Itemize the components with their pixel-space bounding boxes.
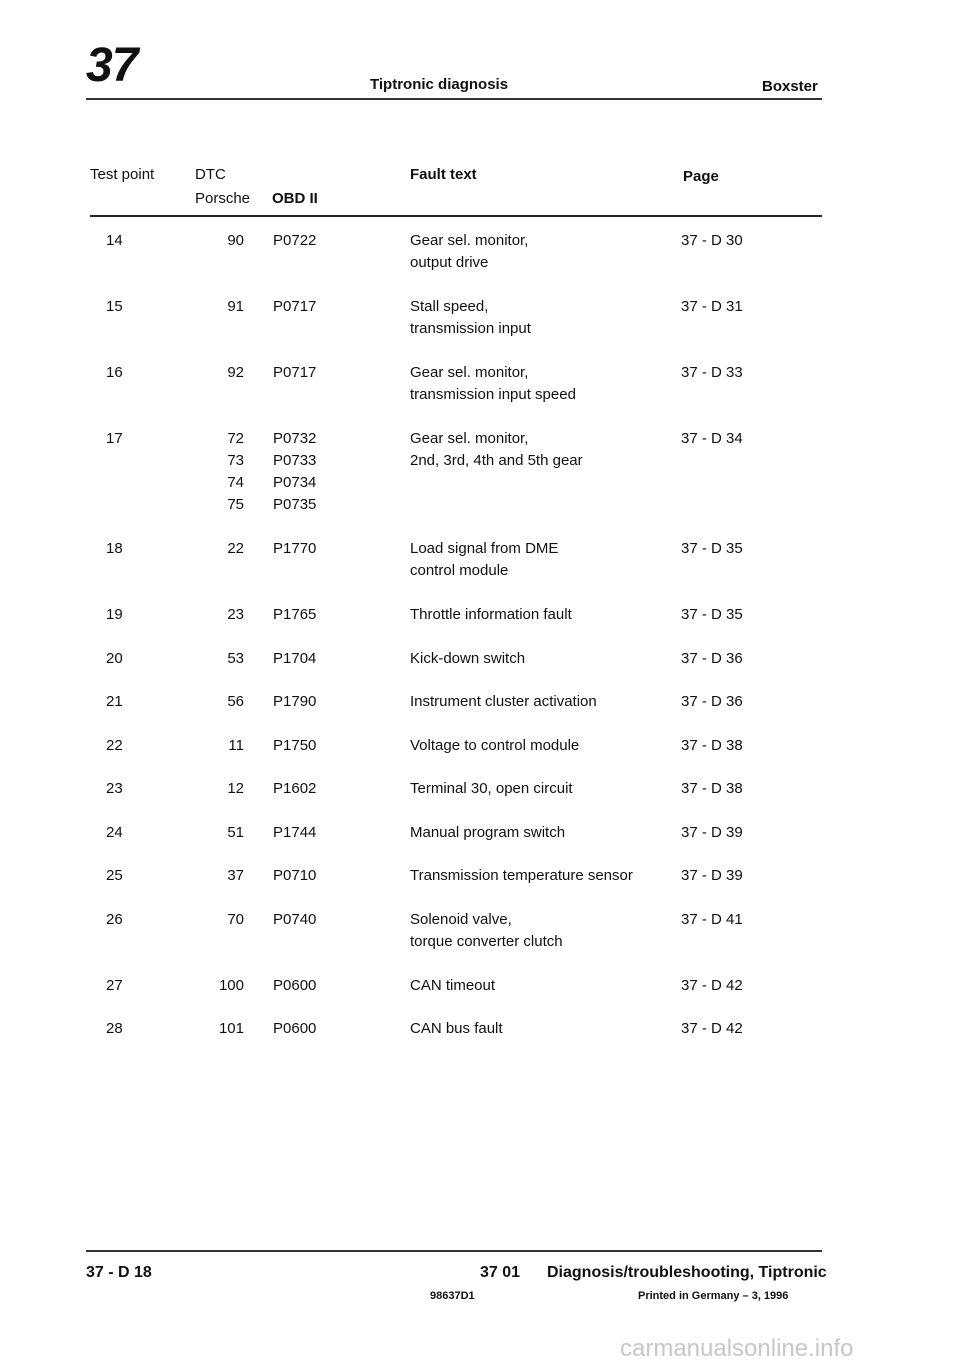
obd-cell-line: P0717 [273, 364, 317, 381]
obd-cell [273, 822, 316, 844]
dtc-cell-line: 101 [218, 1020, 244, 1037]
fault-text-cell [410, 428, 583, 472]
page-ref-cell: 37 - D 38 [681, 780, 743, 797]
footer-page-number: 37 - D 18 [86, 1264, 152, 1281]
dtc-cell-line: 72 [227, 430, 244, 447]
obd-cell [273, 362, 316, 384]
dtc-cell [170, 975, 244, 997]
obd-cell-line: P0600 [273, 1020, 317, 1037]
column-header-porsche: Porsche [195, 190, 251, 207]
obd-cell [273, 230, 316, 252]
obd-cell [273, 691, 316, 713]
fault-text-cell [410, 604, 572, 626]
column-header-fault-text: Fault text [410, 166, 477, 183]
page-ref-cell: 37 - D 31 [681, 298, 743, 315]
dtc-cell [170, 691, 244, 713]
column-header-test-point: Test point [90, 166, 155, 183]
fault-text-cell-line: Solenoid valve, [410, 910, 512, 928]
page-ref-cell: 37 - D 38 [681, 736, 743, 754]
dtc-cell [170, 230, 244, 252]
obd-cell [273, 604, 316, 626]
dtc-cell-line: 11 [228, 736, 244, 754]
fault-text-cell-line: torque converter clutch [410, 932, 563, 950]
obd-cell-line: P0732 [273, 430, 317, 447]
fault-text-cell [410, 648, 525, 670]
obd-cell-line: P1744 [273, 823, 317, 841]
page-ref-cell: 37 - D 42 [681, 976, 743, 994]
dtc-cell-line: 73 [227, 452, 244, 469]
fault-text-cell-line: Load signal from DME [410, 540, 559, 557]
dtc-cell-line: 92 [227, 364, 244, 381]
footer-divider [86, 1250, 822, 1252]
obd-cell-line: P0722 [273, 232, 317, 249]
obd-cell [273, 428, 316, 516]
obd-cell-line: P0600 [273, 976, 317, 994]
fault-text-cell-line: Terminal 30, open circuit [410, 780, 573, 797]
obd-cell-line: P0740 [273, 910, 317, 928]
obd-cell [273, 778, 316, 800]
dtc-cell-line: 53 [227, 649, 244, 667]
obd-cell [273, 648, 316, 670]
fault-text-cell [410, 1018, 503, 1040]
fault-text-cell-line: transmission input speed [410, 386, 576, 403]
page-ref-cell: 37 - D 36 [681, 693, 743, 710]
dtc-cell [170, 822, 244, 844]
fault-text-cell-line: CAN timeout [410, 976, 496, 994]
obd-cell-line: P1704 [273, 649, 317, 667]
dtc-cell-line: 91 [227, 298, 244, 315]
page-ref-cell: 37 - D 35 [681, 540, 743, 557]
dtc-cell-line: 22 [227, 540, 244, 557]
fault-text-cell-line: Gear sel. monitor, [410, 232, 529, 249]
obd-cell-line: P0733 [273, 452, 317, 469]
obd-cell [273, 735, 316, 757]
dtc-cell [170, 604, 244, 626]
test-point-cell: 24 [106, 823, 123, 841]
chapter-number: 37 [86, 39, 138, 92]
obd-cell-line: P1790 [273, 693, 317, 710]
fault-text-cell [410, 230, 528, 274]
dtc-cell [170, 362, 244, 384]
dtc-cell-line: 100 [218, 976, 244, 994]
dtc-cell-line: 56 [227, 693, 244, 710]
dtc-cell-line: 37 [227, 867, 244, 884]
test-point-cell: 26 [106, 910, 123, 928]
obd-cell-line: P1602 [273, 780, 317, 797]
obd-cell-line: P0734 [273, 474, 317, 491]
test-point-cell: 21 [106, 693, 123, 710]
obd-cell-line: P0735 [273, 496, 317, 513]
obd-cell-line: P0710 [273, 867, 317, 884]
test-point-cell: 22 [106, 736, 123, 754]
dtc-cell-line: 23 [227, 606, 244, 623]
footer-printed: Printed in Germany – 3, 1996 [638, 1290, 789, 1302]
fault-text-cell [410, 909, 563, 953]
dtc-cell-line: 75 [227, 496, 244, 513]
fault-text-cell-line: Kick-down switch [410, 649, 526, 667]
obd-cell [273, 538, 316, 560]
obd-cell-line: P1750 [273, 736, 317, 754]
page-ref-cell: 37 - D 39 [681, 823, 743, 841]
fault-text-cell-line: Stall speed, [410, 298, 489, 315]
page-ref-cell: 37 - D 35 [681, 606, 743, 623]
test-point-cell: 16 [106, 364, 123, 381]
table-header-divider [90, 215, 822, 217]
fault-text-cell [410, 538, 558, 582]
fault-text-cell [410, 362, 576, 406]
page-ref-cell: 37 - D 34 [681, 430, 743, 447]
fault-text-cell [410, 975, 495, 997]
page-ref-cell: 37 - D 30 [681, 232, 743, 249]
dtc-cell-line: 70 [227, 910, 244, 928]
dtc-cell [170, 909, 244, 931]
test-point-cell: 20 [106, 649, 123, 667]
test-point-cell: 17 [106, 430, 123, 447]
dtc-cell [170, 538, 244, 560]
header-title: Tiptronic diagnosis [370, 76, 509, 93]
fault-text-cell-line: Throttle information fault [410, 606, 572, 623]
fault-text-cell-line: Transmission temperature sensor [410, 867, 633, 884]
fault-text-cell-line: Manual program switch [410, 823, 566, 841]
watermark: carmanualsonline.info [620, 1335, 854, 1362]
footer-subject: Diagnosis/troubleshooting, Tiptronic [547, 1264, 827, 1281]
obd-cell [273, 909, 316, 931]
obd-cell [273, 296, 316, 318]
obd-cell-line: P1770 [273, 540, 317, 557]
dtc-cell [170, 778, 244, 800]
header-model: Boxster [762, 78, 818, 95]
obd-cell [273, 975, 316, 997]
test-point-cell: 23 [106, 780, 123, 797]
dtc-cell-line: 51 [227, 823, 244, 841]
fault-text-cell [410, 296, 531, 340]
dtc-cell-line: 12 [227, 780, 244, 797]
fault-text-cell [410, 822, 565, 844]
footer-code: 37 01 [480, 1264, 521, 1281]
page-ref-cell: 37 - D 33 [681, 364, 743, 381]
page-ref-cell: 37 - D 41 [681, 910, 743, 928]
test-point-cell: 25 [106, 867, 123, 884]
fault-text-cell-line: Gear sel. monitor, [410, 364, 529, 381]
obd-cell [273, 1018, 316, 1040]
fault-text-cell-line: output drive [410, 254, 489, 271]
fault-text-cell-line: CAN bus fault [410, 1020, 503, 1037]
footer-part-number: 98637D1 [430, 1290, 475, 1302]
dtc-cell [170, 865, 244, 887]
dtc-cell [170, 735, 244, 757]
page-ref-cell: 37 - D 39 [681, 867, 743, 884]
fault-text-cell-line: control module [410, 562, 509, 579]
test-point-cell: 19 [106, 606, 123, 623]
fault-text-cell-line: Gear sel. monitor, [410, 430, 529, 447]
header-divider [86, 98, 822, 100]
page-ref-cell: 37 - D 42 [681, 1020, 743, 1037]
dtc-cell [170, 1018, 244, 1040]
fault-text-cell-line: Voltage to control module [410, 736, 580, 754]
fault-text-cell-line: transmission input [410, 320, 531, 337]
test-point-cell: 28 [106, 1020, 123, 1037]
obd-cell-line: P1765 [273, 606, 317, 623]
dtc-cell [170, 648, 244, 670]
column-header-obd: OBD II [272, 190, 318, 207]
test-point-cell: 14 [106, 232, 123, 249]
obd-cell [273, 865, 316, 887]
column-header-page: Page [683, 168, 719, 185]
dtc-cell-line: 74 [227, 474, 244, 491]
fault-text-cell [410, 865, 633, 887]
dtc-cell [170, 296, 244, 318]
fault-text-cell [410, 778, 573, 800]
test-point-cell: 15 [106, 298, 123, 315]
fault-text-cell [410, 735, 579, 757]
fault-text-cell-line: 2nd, 3rd, 4th and 5th gear [410, 452, 583, 469]
fault-text-cell-line: Instrument cluster activation [410, 693, 597, 710]
obd-cell-line: P0717 [273, 298, 317, 315]
fault-text-cell [410, 691, 597, 713]
page-ref-cell: 37 - D 36 [681, 649, 743, 667]
dtc-cell [170, 428, 244, 516]
test-point-cell: 27 [106, 976, 123, 994]
test-point-cell: 18 [106, 540, 123, 557]
dtc-cell-line: 90 [227, 232, 244, 249]
column-header-dtc: DTC [195, 166, 226, 183]
